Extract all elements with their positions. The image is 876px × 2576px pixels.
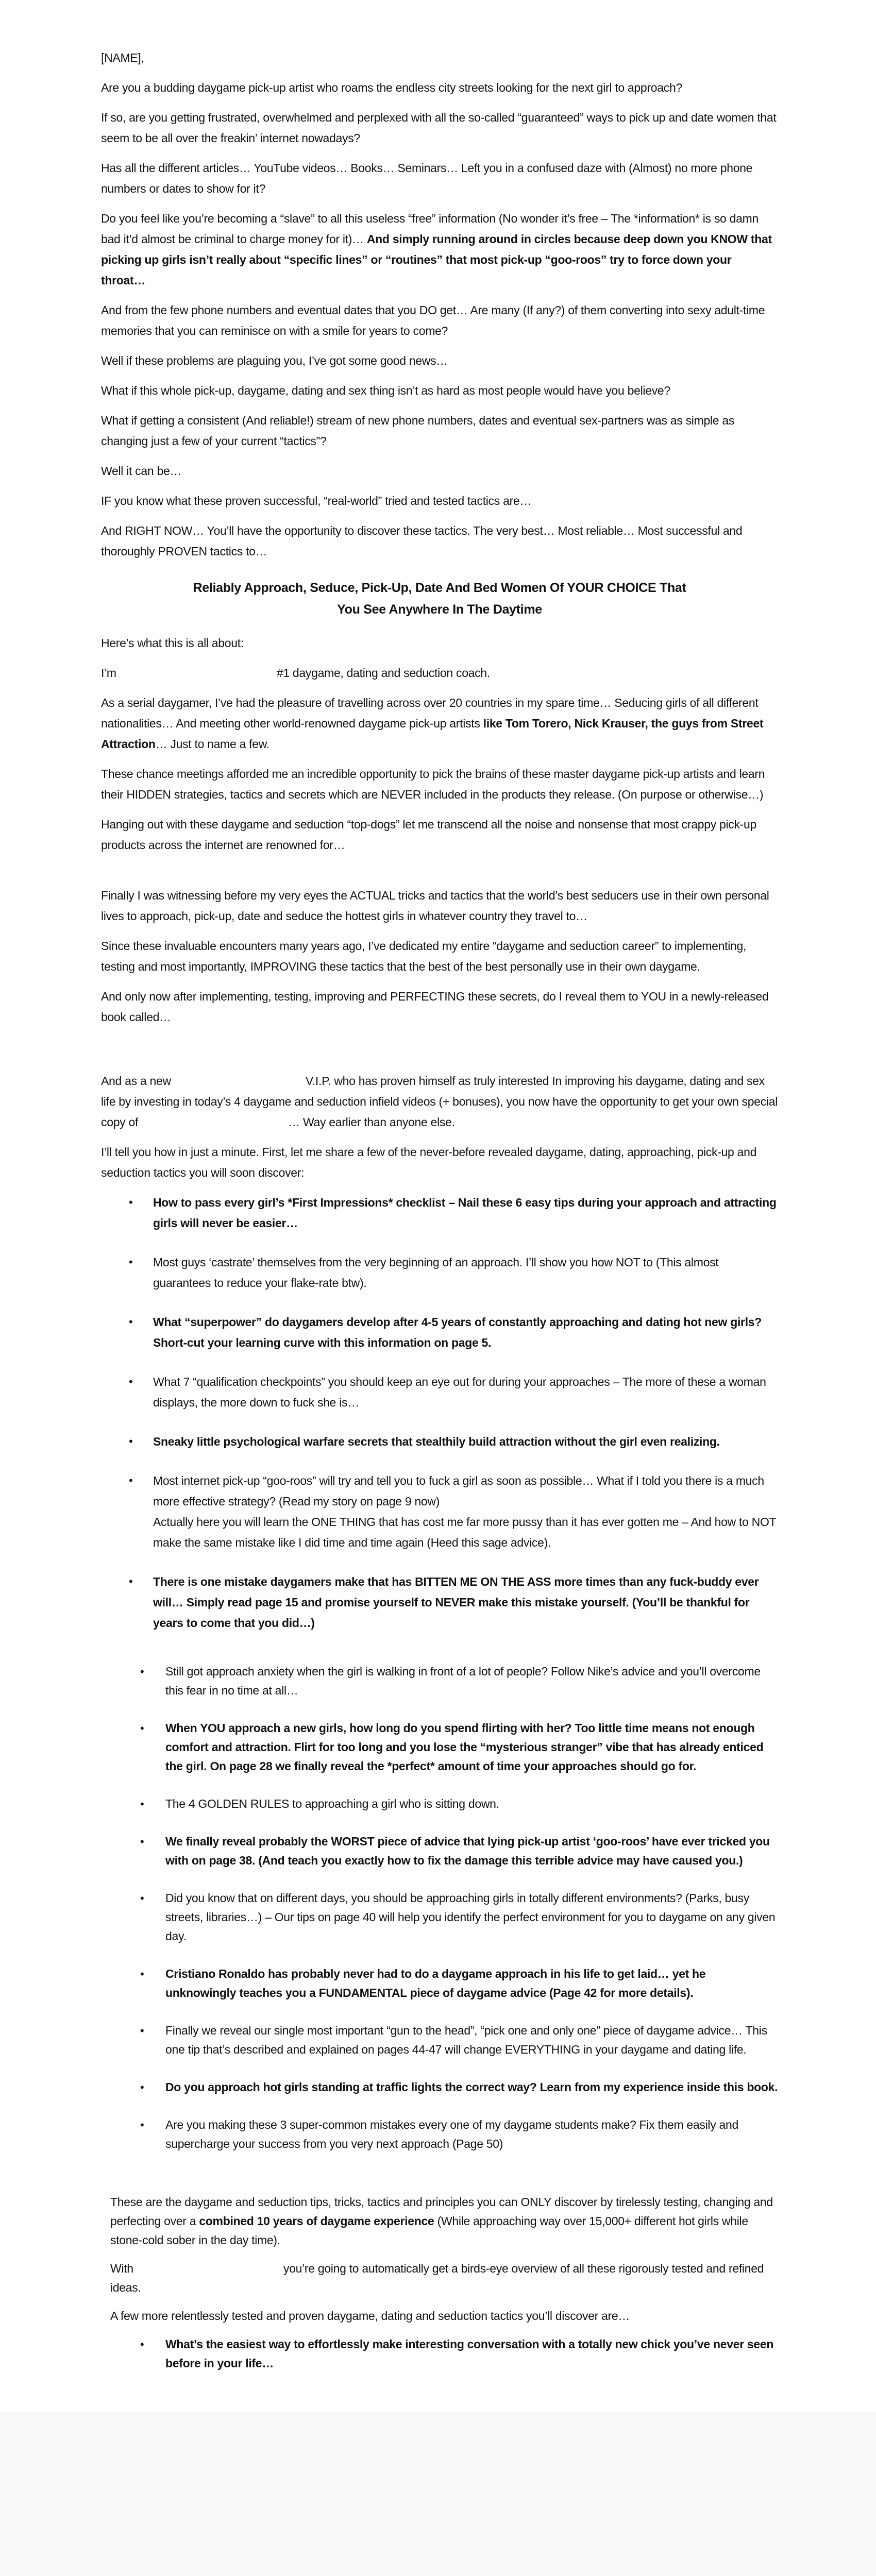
- paragraph: [101, 300, 778, 341]
- bullet-item: [101, 1252, 778, 1293]
- bullet-icon: •: [129, 1575, 133, 1588]
- paragraph: [101, 520, 778, 562]
- paragraph: [101, 107, 778, 148]
- text: Finally I was witnessing before my very eyes the ACTUAL tricks and tactics that the world’s best seducers use in their own personal lives to approach, pick-up, date and seduce the hottest girls in whatever country they travel to…: [101, 889, 769, 923]
- text: I’ll tell you how in just a minute. First, let me share a few of the never-before revealed daygame, dating, approaching, pick-up and seduction tactics you will soon discover:: [101, 1145, 757, 1179]
- text: … Way earlier than anyone else.: [288, 1115, 455, 1129]
- bullet-icon: •: [129, 1474, 133, 1487]
- bullet-icon: •: [140, 1835, 144, 1848]
- bullet-icon: •: [140, 1798, 144, 1810]
- text: And from the few phone numbers and eventual dates that you DO get… Are many (If any?) of them converting into sexy adult-time memories that you can reminisce on with a smile for years to come?: [101, 303, 765, 337]
- bullet-icon: •: [140, 2338, 144, 2351]
- text: [NAME],: [101, 51, 144, 64]
- text: Did you know that on different days, you should be approaching girls in totally different environments? (Parks, busy streets, libraries…) – Our tips on page 40 will help you identify the perfect environment for you to daygame on any given day.: [165, 1891, 776, 1943]
- paragraph: [101, 490, 778, 511]
- bold-text: There is one mistake daygamers make that has BITTEN ME ON THE ASS more times than any fuck-buddy ever will… Simply read page 15 and promise yourself to NEVER make this mistake yourself. (You’ll be thankful for years to come that you did…): [153, 1575, 759, 1630]
- paragraph: [101, 633, 778, 653]
- text: Well if these problems are plaguing you, I’ve got some good news…: [101, 354, 448, 367]
- paragraph: [101, 158, 778, 199]
- text: Here’s what this is all about:: [101, 636, 244, 650]
- text: Hanging out with these daygame and seduction “top-dogs” let me transcend all the noise and nonsense that most crappy pick-up products across the internet are renowned for…: [101, 818, 757, 852]
- text: Still got approach anxiety when the girl is walking in front of a lot of people? Follow Nike’s advice and you’ll overcome this fear in no time at all…: [165, 1665, 761, 1697]
- bullet-icon: •: [140, 1892, 144, 1905]
- paragraph: [101, 885, 778, 926]
- bold-text: How to pass every girl’s *First Impressions* checklist – Nail these 6 easy tips during your approach and attracting girls will never be easier…: [153, 1196, 777, 1230]
- text: And as a new: [101, 1074, 174, 1088]
- bold-text: What “superpower” do daygamers develop after 4-5 years of constantly approaching and dating hot new girls? Short-cut your learning curve with this information on page 5.: [153, 1315, 762, 1349]
- paragraph: [101, 77, 778, 98]
- bullet-icon: •: [140, 2119, 144, 2131]
- bullet-item: [101, 2021, 778, 2059]
- bold-text: What’s the easiest way to effortlessly make interesting conversation with a totally new chick you’ve never seen before in your life…: [165, 2337, 774, 2370]
- bullet-item: [101, 1964, 778, 2003]
- headline: [132, 577, 747, 620]
- sales-letter-body: [101, 47, 778, 2373]
- bullet-icon: •: [140, 1722, 144, 1735]
- bold-text: When YOU approach a new girls, how long do you spend flirting with her? Too little time means not enough comfort and attraction. Flirt for too long and you lose the “mysterious stranger” vibe that has already enticed the girl. On page 28 we finally reveal the *perfect* amount of time your approaches should go for.: [165, 1721, 764, 1773]
- text: Most internet pick-up “goo-roos” will try and tell you to fuck a girl as soon as possible… What if I told you there is a much more effective strategy? (Read my story on page 9 now): [153, 1474, 764, 1508]
- text: What if this whole pick-up, daygame, dating and sex thing isn’t as hard as most people would have you believe?: [101, 384, 670, 397]
- bullet-icon: •: [140, 1968, 144, 1980]
- bullet-icon: •: [140, 2024, 144, 2037]
- text: If so, are you getting frustrated, overwhelmed and perplexed with all the so-called “guaranteed” ways to pick up and date women that seem to be all over the freakin’ internet nowadays?: [101, 111, 777, 145]
- text: (While approaching way over 15,000+ different hot girls while stone-cold sober in the day time).: [110, 2214, 748, 2247]
- greeting: [101, 47, 778, 68]
- paragraph: [101, 461, 778, 481]
- text: IF you know what these proven successful, “real-world” tried and tested tactics are…: [101, 494, 532, 507]
- paragraph: [101, 663, 778, 683]
- paragraph: [101, 1071, 778, 1132]
- paragraph: [101, 936, 778, 977]
- text: Are you a budding daygame pick-up artist who roams the endless city streets looking for the next girl to approach?: [101, 81, 682, 94]
- text: Well it can be…: [101, 464, 182, 478]
- text: Reliably Approach, Seduce, Pick-Up, Date And Bed Women Of YOUR CHOICE That: [193, 581, 686, 595]
- paragraph: [101, 2307, 778, 2326]
- redacted-text: [120, 668, 277, 680]
- bullet-item: [101, 1431, 778, 1452]
- bold-text: like Tom Torero, Nick Krauser, the guys from Street Attraction: [101, 717, 764, 751]
- paragraph: [101, 764, 778, 805]
- bullet-icon: •: [129, 1375, 133, 1388]
- text: As a serial daygamer, I’ve had the pleasure of travelling across over 20 countries in my spare time… Seducing girls of all different nationalities… And meeting other world-renowned daygame pick-up artists: [101, 696, 759, 730]
- paragraph: [101, 410, 778, 451]
- text: #1 daygame, dating and seduction coach.: [276, 666, 490, 680]
- paragraph: [101, 986, 778, 1027]
- text: V.I.P. who has proven himself as truly interested In improving his daygame, dating and sex life by investing in today’s 4 daygame and seduction infield videos (+ bonuses), you now have the opportunity to get your own special copy of: [101, 1074, 778, 1129]
- bold-text: combined 10 years of daygame experience: [199, 2214, 434, 2228]
- text: I’m: [101, 666, 120, 680]
- text: And RIGHT NOW… You’ll have the opportunity to discover these tactics. The very best… Most reliable… Most successful and thoroughly PROVEN tactics to…: [101, 524, 743, 558]
- text: These chance meetings afforded me an incredible opportunity to pick the brains of these master daygame pick-up artists and learn their HIDDEN strategies, tactics and secrets which are NEVER included in the products they release. (On purpose or otherwise…): [101, 767, 765, 801]
- paragraph: [101, 2259, 778, 2297]
- bullet-icon: •: [129, 1196, 133, 1209]
- bold-text: And simply running around in circles because deep down you KNOW that picking up girls isn’t really about “specific lines” or “routines” that most pick-up “goo-roos” try to force down your throat…: [101, 232, 772, 287]
- bullet-icon: •: [129, 1315, 133, 1328]
- bullet-icon: •: [140, 1665, 144, 1678]
- text: Are you making these 3 super-common mistakes every one of my daygame students make? Fix them easily and supercharge your success from you very next approach (Page 50): [165, 2118, 738, 2150]
- text: You See Anywhere In The Daytime: [337, 602, 542, 617]
- text: With: [110, 2262, 137, 2275]
- bullet-icon: •: [140, 2081, 144, 2094]
- bullet-item: [101, 1719, 778, 1776]
- bullet-icon: •: [129, 1256, 133, 1268]
- text: And only now after implementing, testing, improving and PERFECTING these secrets, do I reveal them to YOU in a newly-released book called…: [101, 990, 769, 1024]
- paragraph: [101, 692, 778, 754]
- paragraph: [101, 814, 778, 855]
- text: you’re going to automatically get a birds-eye overview of all these rigorously tested and refined ideas.: [110, 2262, 764, 2294]
- text: What 7 “qualification checkpoints” you should keep an eye out for during your approaches – The more of these a woman displays, the more down to fuck she is…: [153, 1375, 766, 1409]
- bullet-item: [101, 1571, 778, 1633]
- bullet-item: [101, 2078, 778, 2097]
- bullet-item: [101, 1192, 778, 1233]
- redacted-text: [141, 1117, 288, 1129]
- bold-text: Sneaky little psychological warfare secrets that stealthily build attraction without the girl even realizing.: [153, 1435, 720, 1448]
- bullet-item: [101, 2115, 778, 2154]
- text: Actually here you will learn the ONE THING that has cost me far more pussy than it has ever gotten me – And how to NOT make the same mistake like I did time and time again (Heed this sage advice).: [153, 1515, 776, 1549]
- bullet-item: [101, 1371, 778, 1413]
- paragraph: [101, 1142, 778, 1183]
- bullet-item: [101, 2335, 778, 2373]
- paragraph: [101, 2193, 778, 2250]
- paragraph: [101, 350, 778, 371]
- bullet-item: [101, 1794, 778, 1814]
- bullet-item: [101, 1832, 778, 1870]
- bullet-item: [101, 1312, 778, 1353]
- text: These are the daygame and seduction tips, tricks, tactics and principles you can ONLY discover by tirelessly testing, changing and perfecting over a: [110, 2195, 773, 2228]
- text: A few more relentlessly tested and proven daygame, dating and seduction tactics you’ll discover are…: [110, 2309, 630, 2323]
- text: What if getting a consistent (And reliable!) stream of new phone numbers, dates and eventual sex-partners was as simple as changing just a few of your current “tactics”?: [101, 414, 735, 448]
- bold-text: Do you approach hot girls standing at traffic lights the correct way? Learn from my experience inside this book.: [165, 2080, 778, 2094]
- bold-text: We finally reveal probably the WORST piece of advice that lying pick-up artist ‘goo-roos’ have ever tricked you with on page 38. (And teach you exactly how to fix the damage this terrible advice may have caused you.): [165, 1835, 770, 1867]
- paragraph: [101, 208, 778, 291]
- text: Has all the different articles… YouTube videos… Books… Seminars… Left you in a confused daze with (Almost) no more phone numbers or dates to show for it?: [101, 161, 753, 195]
- bullet-item: [101, 1889, 778, 1946]
- bold-text: Cristiano Ronaldo has probably never had to do a daygame approach in his life to get laid… yet he unknowingly teaches you a FUNDAMENTAL piece of daygame advice (Page 42 for more details).: [165, 1967, 706, 1999]
- paragraph: [101, 380, 778, 401]
- bullet-item: [101, 1470, 778, 1553]
- redacted-text: [174, 1076, 306, 1088]
- text: Since these invaluable encounters many years ago, I’ve dedicated my entire “daygame and seduction career” to implementing, testing and most importantly, IMPROVING these tactics that the best of the best personally use in their own daygame.: [101, 939, 747, 973]
- text: Finally we reveal our single most important “gun to the head”, “pick one and only one” piece of daygame advice… This one tip that’s described and explained on pages 44-47 will change EVERYTHING in your daygame and dating life.: [165, 2024, 767, 2056]
- redacted-text: [137, 2263, 283, 2275]
- text: The 4 GOLDEN RULES to approaching a girl who is sitting down.: [165, 1797, 499, 1810]
- bullet-icon: •: [129, 1435, 133, 1448]
- bullet-item: [101, 1662, 778, 1700]
- text: Most guys ‘castrate’ themselves from the very beginning of an approach. I’ll show you how NOT to (This almost guarantees to reduce your flake-rate btw).: [153, 1256, 719, 1290]
- text: Do you feel like you’re becoming a “slave” to all this useless “free” information (No wonder it’s free – The *information* is so damn bad it’d almost be criminal to charge money for it)…: [101, 212, 759, 246]
- text: … Just to name a few.: [155, 737, 269, 751]
